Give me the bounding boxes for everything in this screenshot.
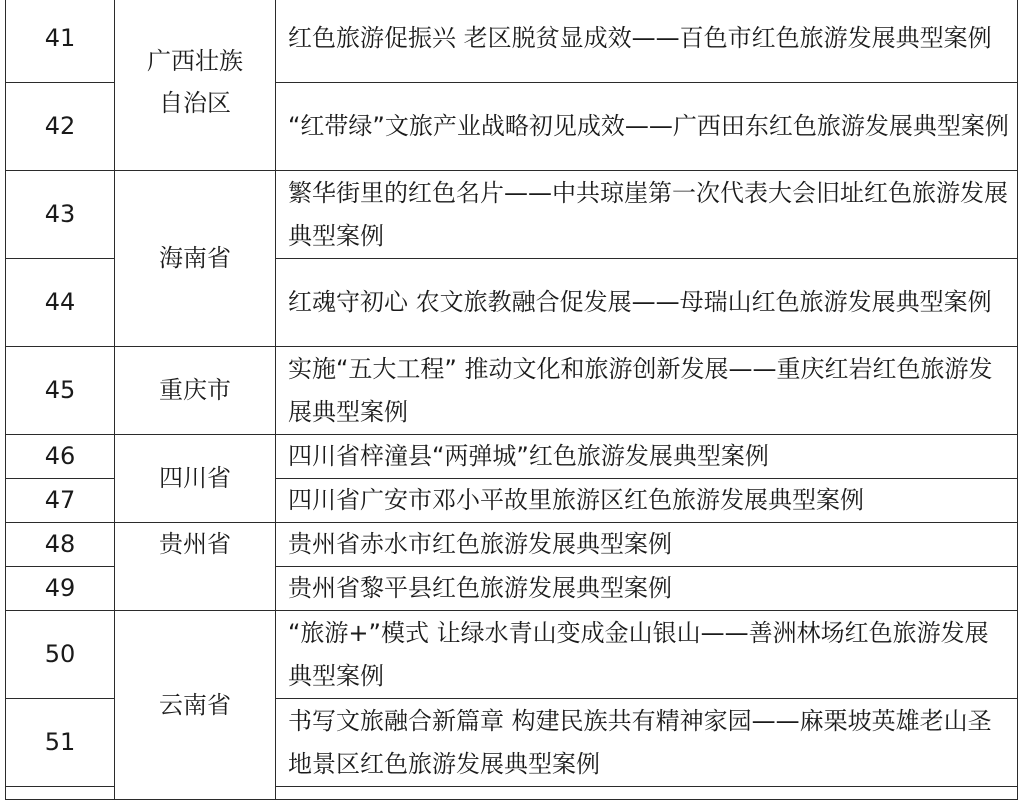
province-line-2: 自治区 [159,89,231,117]
row-number: 51 [6,699,115,787]
case-title: 繁华街里的红色名片——中共琼崖第一次代表大会旧址红色旅游发展典型案例 [276,171,1018,259]
row-number: 45 [6,347,115,435]
table-row [6,171,1018,259]
row-number: 41 [6,0,115,83]
case-title: 贵州省赤水市红色旅游发展典型案例 [276,523,1018,567]
table-row [6,435,1018,479]
table-row [6,523,1018,567]
row-number: 44 [6,259,115,347]
case-title: 红色旅游促振兴 老区脱贫显成效——百色市红色旅游发展典型案例 [276,0,1018,83]
table-row [6,611,1018,699]
case-title: 实施“五大工程” 推动文化和旅游创新发展——重庆红岩红色旅游发展典型案例 [276,347,1018,435]
case-title: 红魂守初心 农文旅教融合促发展——母瑞山红色旅游发展典型案例 [276,259,1018,347]
table-row [6,0,1018,83]
row-number: 42 [6,83,115,171]
row-number: 46 [6,435,115,479]
row-number: 49 [6,567,115,611]
province-cell: 贵州省 [115,523,276,611]
province-name [147,40,243,124]
row-number: 48 [6,523,115,567]
case-table [5,0,1018,800]
case-title: “旅游+”模式 让绿水青山变成金山银山——善洲林场红色旅游发展典型案例 [276,611,1018,699]
row-number: 50 [6,611,115,699]
province-cell: 重庆市 [115,347,276,435]
province-line-1: 广西壮族 [147,47,243,75]
table-row [6,347,1018,435]
case-title: “红带绿”文旅产业战略初见成效——广西田东红色旅游发展典型案例 [276,83,1018,171]
case-title: 四川省梓潼县“两弹城”红色旅游发展典型案例 [276,435,1018,479]
case-title: 贵州省黎平县红色旅游发展典型案例 [276,567,1018,611]
province-cell [115,0,276,171]
province-cell: 云南省 [115,611,276,800]
row-number: 43 [6,171,115,259]
province-cell: 四川省 [115,435,276,523]
case-title: 四川省广安市邓小平故里旅游区红色旅游发展典型案例 [276,479,1018,523]
row-number: 47 [6,479,115,523]
province-cell: 海南省 [115,171,276,347]
case-title: 书写文旅融合新篇章 构建民族共有精神家园——麻栗坡英雄老山圣地景区红色旅游发展典型案例 [276,699,1018,787]
